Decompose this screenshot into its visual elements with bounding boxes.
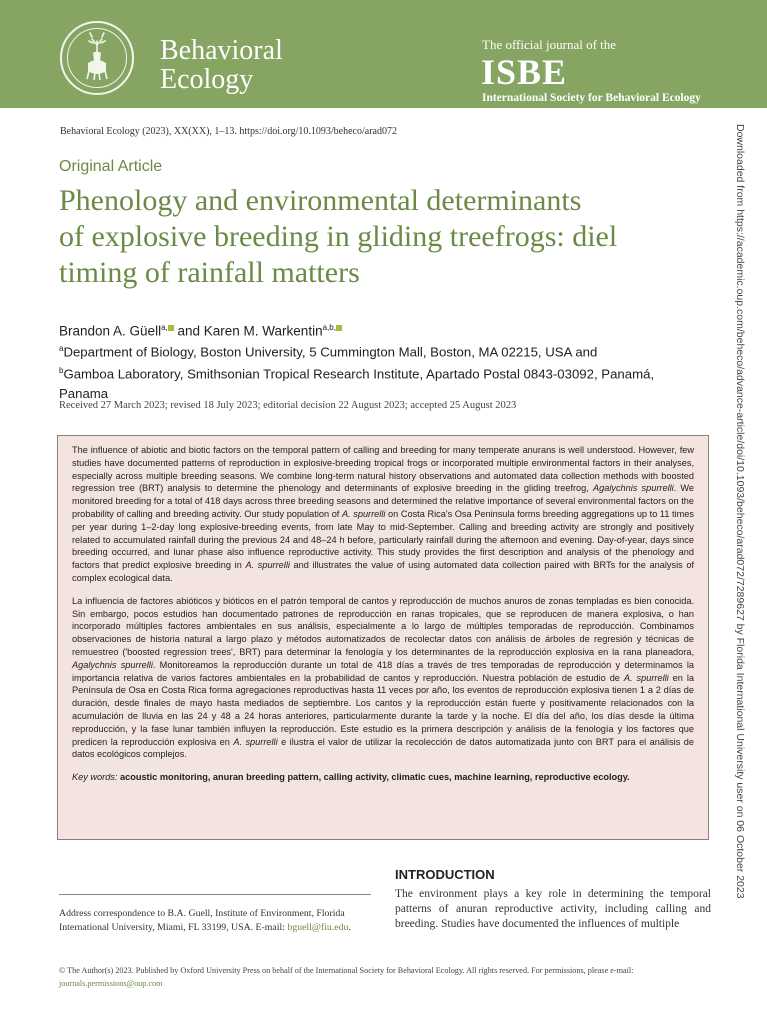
deer-silhouette-icon: [62, 23, 132, 93]
abstract-text: on Costa Rica's Osa Peninsula forms breeding aggregations up to 11 times per year during 1–2-day long explosive-breeding events, from late May to mid-September. Calling and breeding activity are strongly and positively related to accumulated rainfall during the previous 24 and 48–24 h before, particularly rainfall during the afternoon and evening. Day-of-year, days since breeding occurred, and lunar phase also influence reproductive activity. This study provides the first description and analysis of the phenology and factors that predict explosive breeding in: [72, 508, 694, 571]
introduction-text: The environment plays a key role in determining the temporal patterns of anuran reproductive activity, including calling and breeding. Studies have documented the influences of multiple: [395, 888, 711, 930]
correspondence-end: .: [348, 922, 351, 933]
author-name[interactable]: Brandon A. Güell: [59, 323, 162, 339]
download-watermark-text: Downloaded from https://academic.oup.com/beheco/advance-article/doi/10.1093/beheco/arad072/7289627 by Florida International University user on 06 October 2023: [734, 124, 746, 899]
correspondence-email-link[interactable]: bguell@fiu.edu: [287, 922, 349, 933]
correspondence-address: [59, 907, 373, 935]
permissions-email-link[interactable]: journals.permissions@oup.com: [59, 979, 163, 988]
abstract-english: [72, 444, 694, 585]
species-name: A. spurrelli: [341, 508, 386, 519]
affil-sup: a: [59, 344, 64, 353]
species-name: A. spurrelli: [623, 672, 669, 683]
species-name: Agalychnis spurrelli: [72, 659, 153, 670]
journal-name-line2: Ecology: [160, 64, 254, 95]
keywords-text: acoustic monitoring, anuran breeding pattern, calling activity, climatic cues, machine learning, reproductive ecology.: [117, 772, 630, 783]
abstract-text: . We monitored breeding for a total of 418 days across three breeding seasons and determined the relative importance of several environmental factors on the probability of calling and breeding activity. Our study population of: [72, 483, 694, 519]
citation-line[interactable]: Behavioral Ecology (2023), XX(XX), 1–13. https://doi.org/10.1093/beheco/arad072: [60, 126, 397, 137]
abstract-text: . Monitoreamos la reproducción durante un total de 418 días a través de tres temporadas de reproducción y determinamos la importancia relativa de varios factores ambientales en la probabilidad de cantos y reproducción. Nuestra población de estudio de: [72, 659, 694, 683]
author-joiner: and: [173, 323, 204, 339]
title-line: Phenology and environmental determinants: [59, 184, 582, 217]
abstract-text: and illustrates the value of using automated data collection paired with BRTs for the analysis of complex ecological data.: [72, 560, 695, 583]
journal-name-line1: Behavioral: [160, 35, 283, 66]
article-title: [59, 183, 739, 291]
received-dates: Received 27 March 2023; revised 18 July 2023; editorial decision 22 August 2023; accepted 25 August 2023: [59, 400, 517, 411]
affil-sup: b: [59, 366, 64, 376]
abstract-text: e ilustra el valor de utilizar la recolección de datos automatizada junto con BRT para el análisis de datos ecológicos complejos.: [72, 736, 694, 760]
keywords: [72, 771, 694, 784]
orcid-icon[interactable]: [336, 325, 342, 331]
title-line: of explosive breeding in gliding treefrogs: diel: [59, 220, 618, 253]
introduction-heading: INTRODUCTION: [395, 867, 495, 882]
author-list: [59, 323, 342, 339]
author-affil-sup: a,: [161, 323, 168, 332]
isbe-full-name: International Society for Behavioral Ecology: [482, 92, 701, 104]
copyright-notice: [59, 964, 719, 990]
footnote-divider: [59, 894, 371, 895]
keywords-label: Key words:: [72, 772, 118, 783]
copyright-text: © The Author(s) 2023. Published by Oxford University Press on behalf of the International Society for Behavioral Ecology. All rights reserved. For permissions, please e-mail:: [59, 966, 634, 975]
author-name[interactable]: Karen M. Warkentin: [203, 323, 323, 339]
affiliations: [59, 339, 699, 403]
title-line: timing of rainfall matters: [59, 256, 360, 289]
correspondence-text: Address correspondence to B.A. Guell, Institute of Environment, Florida International University, Miami, FL 33199, USA. E-mail:: [59, 908, 345, 933]
isbe-logo-text: ISBE: [481, 52, 568, 92]
affiliation-a: Department of Biology, Boston University, 5 Cummington Mall, Boston, MA 02215, USA and: [63, 344, 598, 360]
species-name: A. spurrelli: [245, 560, 290, 571]
abstract-text: en la Península de Osa en Costa Rica forma agregaciones reproductivas hasta 11 veces por año, los eventos de reproducción explosiva tienen 1 a 2 días de duración, desde finales de mayo hasta mediados de septiembre. Los cantos y la reproducción están fuerte y positivamente relacionados con la acumulación de lluvia en las 24 y 48 a 24 horas anteriores, particularmente durante la tarde y la noche. El día del año, los días desde la última reproducción, y la fase lunar también influyen la reproducción. Este estudio es la primera descripción y análisis de la fenología y los factores que predicen la reproducción explosiva en: [72, 672, 694, 747]
official-journal-text: The official journal of the: [482, 37, 617, 52]
abstract-text: The influence of abiotic and biotic factors on the temporal pattern of calling and breeding for many temperate anurans is well understood. However, few studies have documented patterns of reproduction in explosive-breeding tropical frogs or incorporated multiple environmental factors in their analyses, especially across multiple breeding seasons. We combine long-term natural history observations and automated data collection methods with boosted regression tree (BRT) analysis to determine the phenology and determinants of explosive breeding in the gliding treefrog,: [72, 445, 694, 494]
abstract-box: [57, 435, 709, 840]
journal-name: [160, 36, 283, 94]
journal-banner: [0, 0, 767, 108]
species-name: A. spurrelli: [233, 736, 278, 747]
abstract-text: La influencia de factores abióticos y bióticos en el patrón temporal de cantos y reproducción de muchos anuros de zonas templadas es bien conocida. Sin embargo, pocos estudios han documentado patrones de reproducción en ranas tropicales, que se reproducen de manera explosiva, o han incorporado múltiples factores ambientales en sus análisis, especialmente a lo largo de múltiples temporadas de reproducción. Combinamos observaciones de historia natural a largo plazo y métodos automatizados de recolectar datos con análisis de árboles de regresión y técnicas de remuestreo ('boosted regression trees', BRT) para determinar la fenología y los determinantes de la reproducción explosiva en la rana planeadora,: [72, 595, 694, 657]
affiliation-b: Gamboa Laboratory, Smithsonian Tropical Research Institute, Apartado Postal 0843-03092, Panamá, Panama: [59, 366, 655, 401]
abstract-spanish: [72, 595, 694, 761]
article-type: Original Article: [59, 158, 163, 175]
journal-logo: [60, 21, 134, 95]
species-name: Agalychnis spurrelli: [592, 483, 674, 494]
author-affil-sup: a,b,: [322, 323, 336, 332]
